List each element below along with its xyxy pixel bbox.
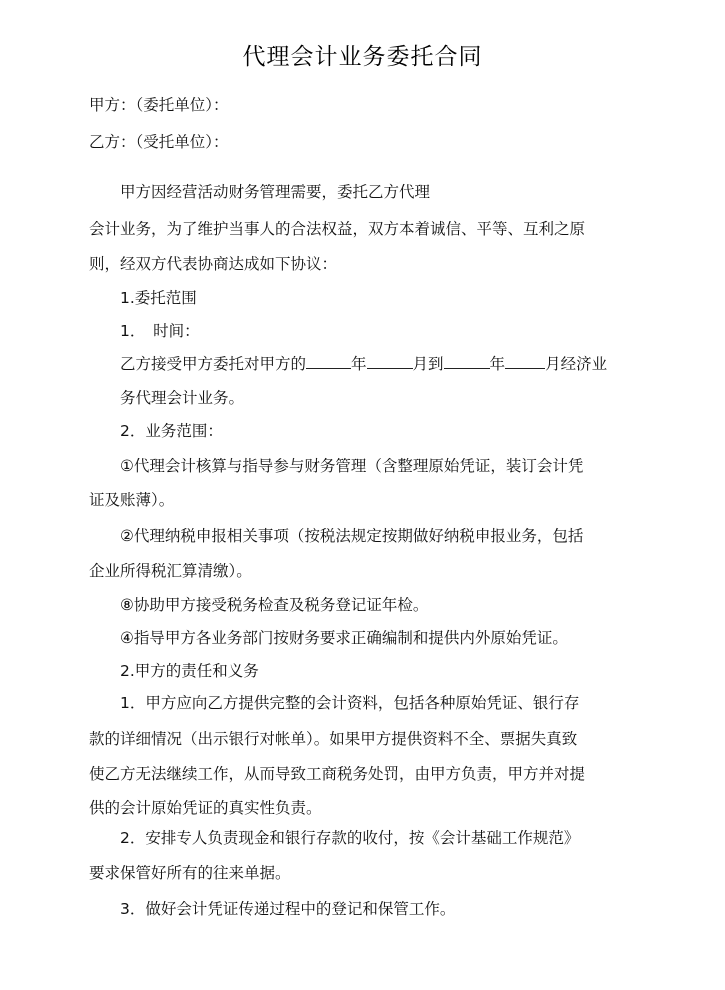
section-2-heading: 2.甲方的责任和义务 bbox=[120, 662, 259, 680]
scope-item-2-cont: 企业所得税汇算清缴）。 bbox=[89, 562, 252, 580]
time-clause-suffix: 月经济业 bbox=[545, 355, 608, 373]
duty-item-3: 3．做好会计凭证传递过程中的登记和保管工作。 bbox=[120, 900, 456, 918]
scope-item-1: ①代理会计核算与指导参与财务管理（含整理原始凭证，装订会计凭 bbox=[120, 457, 584, 475]
scope-label: 2．业务范围： bbox=[120, 422, 223, 440]
intro-line-2: 会计业务，为了维护当事人的合法权益，双方本着诚信、平等、互利之原 bbox=[89, 220, 586, 238]
scope-item-4: ④指导甲方各业务部门按财务要求正确编制和提供内外原始凭证。 bbox=[120, 629, 568, 647]
party-a-line: 甲方：（委托单位）： bbox=[89, 96, 229, 114]
intro-line-1: 甲方因经营活动财务管理需要，委托乙方代理 bbox=[120, 183, 431, 201]
duty-item-1-cont-2: 使乙方无法继续工作，从而导致工商税务处罚，由甲方负责，甲方并对提 bbox=[89, 765, 586, 783]
month-blank-2 bbox=[505, 352, 545, 369]
duty-item-1: 1．甲方应向乙方提供完整的会计资料，包括各种原始凭证、银行存 bbox=[120, 694, 580, 712]
year-blank-1 bbox=[306, 352, 351, 369]
party-b-line: 乙方：（受托单位）： bbox=[89, 133, 229, 151]
scope-item-1-cont: 证及账薄）。 bbox=[89, 491, 175, 509]
year-label-1: 年 bbox=[351, 355, 367, 373]
month-to-label: 月到 bbox=[412, 355, 444, 373]
time-clause-line bbox=[120, 352, 607, 375]
intro-line-3: 则，经双方代表协商达成如下协议： bbox=[89, 255, 338, 273]
duty-item-1-cont-3: 供的会计原始凭证的真实性负责。 bbox=[89, 799, 322, 817]
scope-item-2: ②代理纳税申报相关事项（按税法规定按期做好纳税申报业务，包括 bbox=[120, 527, 584, 545]
scope-item-3: ⑧协助甲方接受税务检查及税务登记证年检。 bbox=[120, 596, 429, 614]
year-blank-2 bbox=[444, 352, 490, 369]
time-clause-prefix: 乙方接受甲方委托对甲方的 bbox=[120, 355, 307, 373]
duty-item-2: 2．安排专人负责现金和银行存款的收付，按《会计基础工作规范》 bbox=[120, 829, 580, 847]
section-1-heading: 1.委托范围 bbox=[120, 289, 197, 307]
year-label-2: 年 bbox=[489, 355, 506, 373]
time-label: 1． 时间： bbox=[120, 322, 200, 340]
time-clause-line-2: 务代理会计业务。 bbox=[120, 389, 245, 407]
document-title: 代理会计业务委托合同 bbox=[242, 44, 483, 70]
month-blank-1 bbox=[367, 352, 413, 369]
duty-item-1-cont-1: 款的详细情况（出示银行对帐单）。如果甲方提供资料不全、票据失真致 bbox=[89, 730, 578, 748]
duty-item-2-cont: 要求保管好所有的往来单据。 bbox=[89, 864, 291, 882]
